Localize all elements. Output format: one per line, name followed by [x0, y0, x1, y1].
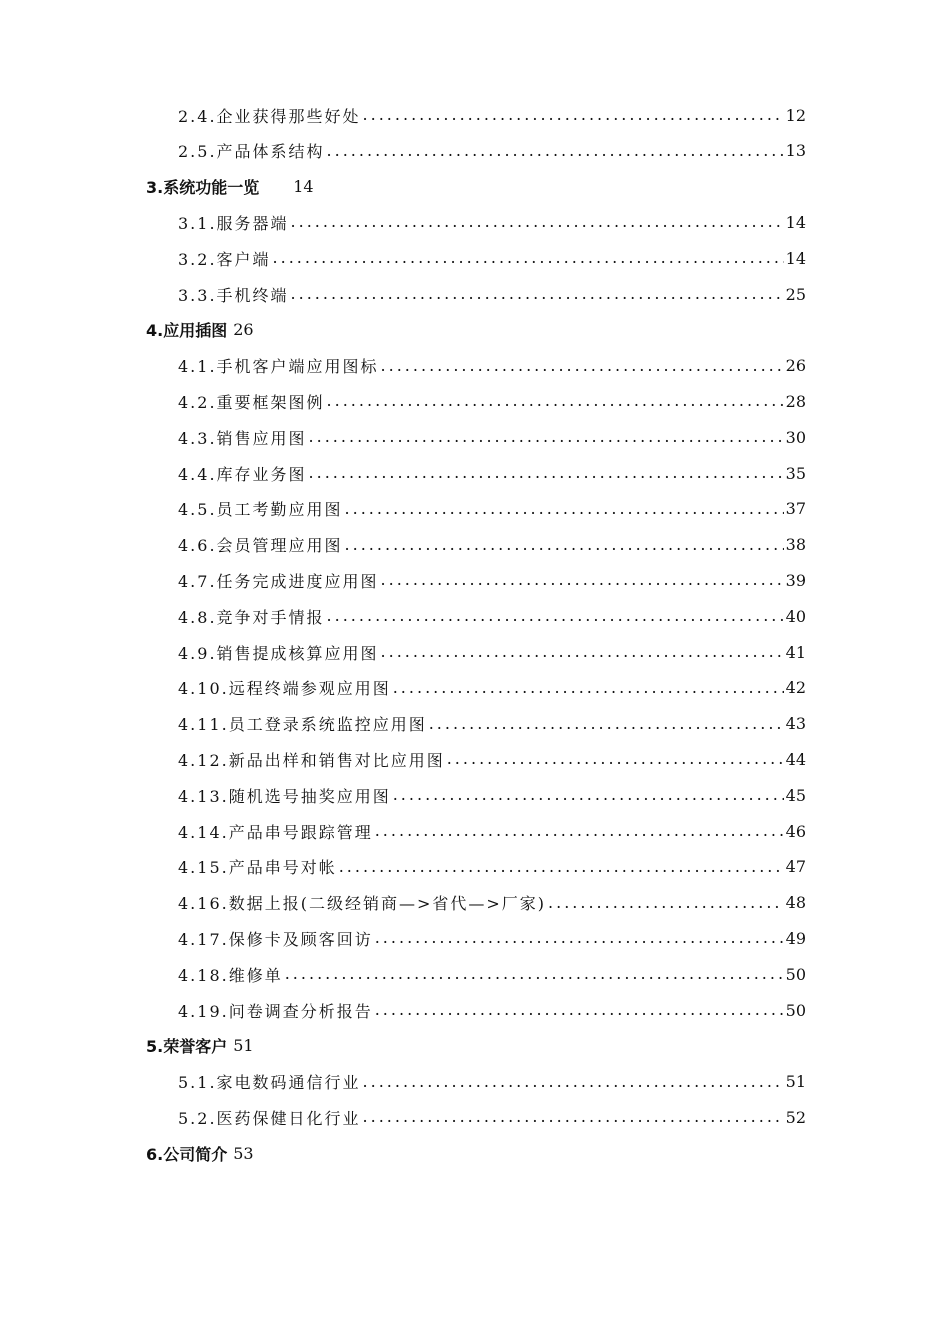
toc-page-number: 26 — [785, 356, 806, 376]
toc-dot-leader — [345, 494, 784, 524]
toc-dot-leader — [381, 637, 784, 667]
toc-dot-leader — [345, 530, 784, 560]
toc-page-number: 49 — [785, 928, 806, 948]
toc-entry-title: 2.5.产品体系结构 — [178, 142, 325, 162]
toc-section-entry[interactable] — [178, 601, 806, 631]
toc-entry-title: 4.14.产品串号跟踪管理 — [178, 822, 373, 842]
toc-dot-leader — [393, 780, 784, 810]
toc-page-number: 44 — [785, 749, 806, 769]
toc-page-number: 47 — [785, 857, 806, 877]
toc-entry-title: 4.19.问卷调查分析报告 — [178, 1001, 373, 1021]
toc-page-number: 41 — [785, 642, 806, 662]
toc-chapter-entry[interactable] — [146, 1031, 254, 1061]
toc-section-entry[interactable] — [178, 959, 806, 989]
toc-entry-title: 4.4.库存业务图 — [178, 464, 307, 484]
toc-section-entry[interactable] — [178, 458, 806, 488]
toc-dot-leader — [363, 1067, 784, 1097]
toc-chapter-entry[interactable] — [146, 1138, 254, 1168]
toc-entry-title: 4.5.员工考勤应用图 — [178, 500, 343, 520]
toc-entry-title: 4.3.销售应用图 — [178, 428, 307, 448]
toc-page-number: 13 — [785, 141, 806, 161]
toc-entry-title: 4.1.手机客户端应用图标 — [178, 357, 379, 377]
toc-chapter-entry[interactable] — [146, 315, 254, 345]
toc-section-entry[interactable] — [178, 888, 806, 918]
toc-section-entry[interactable] — [178, 673, 806, 703]
toc-dot-leader — [548, 888, 784, 918]
toc-section-entry[interactable] — [178, 530, 806, 560]
toc-dot-leader — [309, 458, 784, 488]
toc-page-number: 46 — [785, 821, 806, 841]
toc-section-entry[interactable] — [178, 279, 806, 309]
toc-entry-title: 5.荣誉客户 — [146, 1037, 228, 1057]
toc-dot-leader — [291, 279, 784, 309]
toc-dot-leader — [375, 816, 784, 846]
toc-page-number: 14 — [785, 248, 806, 268]
toc-dot-leader — [285, 959, 784, 989]
toc-page-number: 53 — [233, 1143, 254, 1163]
toc-entry-title: 4.13.随机选号抽奖应用图 — [178, 786, 391, 806]
toc-page-number: 39 — [785, 570, 806, 590]
toc-entry-title: 5.2.医药保健日化行业 — [178, 1108, 361, 1128]
toc-section-entry[interactable] — [178, 494, 806, 524]
toc-section-entry[interactable] — [178, 386, 806, 416]
toc-entry-title: 4.应用插图 — [146, 321, 228, 341]
toc-dot-leader — [363, 100, 784, 130]
toc-dot-leader — [309, 422, 784, 452]
toc-dot-leader — [273, 243, 784, 273]
toc-dot-leader — [375, 995, 784, 1025]
toc-page-number: 43 — [785, 714, 806, 734]
toc-dot-leader — [429, 709, 784, 739]
toc-page-number: 50 — [785, 964, 806, 984]
toc-page-number: 48 — [785, 893, 806, 913]
toc-dot-leader — [327, 386, 784, 416]
toc-section-entry[interactable] — [178, 744, 806, 774]
toc-entry-title: 4.18.维修单 — [178, 965, 283, 985]
toc-entry-title: 3.3.手机终端 — [178, 285, 289, 305]
toc-entry-title: 5.1.家电数码通信行业 — [178, 1073, 361, 1093]
toc-section-entry[interactable] — [178, 1067, 806, 1097]
toc-section-entry[interactable] — [178, 1102, 806, 1132]
toc-entry-title: 4.16.数据上报(二级经销商—>省代—>厂家) — [178, 894, 547, 914]
toc-entry-title: 4.17.保修卡及顾客回访 — [178, 929, 373, 949]
toc-entry-title: 3.1.服务器端 — [178, 213, 289, 233]
toc-page-number: 14 — [293, 177, 314, 197]
toc-entry-title: 4.9.销售提成核算应用图 — [178, 643, 379, 663]
toc-page-number: 38 — [785, 535, 806, 555]
toc-section-entry[interactable] — [178, 995, 806, 1025]
toc-page-number: 26 — [233, 320, 254, 340]
toc-page-number: 35 — [785, 463, 806, 483]
toc-page-number: 45 — [785, 785, 806, 805]
toc-page-number: 51 — [785, 1072, 806, 1092]
toc-page-number: 42 — [785, 678, 806, 698]
toc-dot-leader — [339, 852, 784, 882]
toc-section-entry[interactable] — [178, 923, 806, 953]
toc-dot-leader — [381, 565, 784, 595]
toc-dot-leader — [381, 351, 784, 381]
toc-section-entry[interactable] — [178, 852, 806, 882]
toc-section-entry[interactable] — [178, 351, 806, 381]
toc-dot-leader — [327, 136, 784, 166]
toc-entry-title: 4.6.会员管理应用图 — [178, 536, 343, 556]
toc-page-number: 25 — [785, 284, 806, 304]
toc-section-entry[interactable] — [178, 243, 806, 273]
toc-dot-leader — [393, 673, 784, 703]
toc-entry-title: 4.2.重要框架图例 — [178, 392, 325, 412]
toc-page-number: 12 — [785, 105, 806, 125]
toc-entry-title: 4.12.新品出样和销售对比应用图 — [178, 750, 445, 770]
toc-section-entry[interactable] — [178, 565, 806, 595]
toc-page-number: 40 — [785, 606, 806, 626]
toc-chapter-entry[interactable] — [146, 172, 314, 202]
toc-section-entry[interactable] — [178, 780, 806, 810]
toc-entry-title: 2.4.企业获得那些好处 — [178, 106, 361, 126]
toc-section-entry[interactable] — [178, 637, 806, 667]
toc-entry-title: 4.15.产品串号对帐 — [178, 858, 337, 878]
toc-dot-leader — [291, 207, 784, 237]
toc-entry-title: 4.10.远程终端参观应用图 — [178, 679, 391, 699]
toc-page-number: 30 — [785, 427, 806, 447]
toc-section-entry[interactable] — [178, 207, 806, 237]
toc-entry-title: 3.2.客户端 — [178, 249, 271, 269]
toc-page-number: 37 — [785, 499, 806, 519]
toc-dot-leader — [447, 744, 784, 774]
toc-entry-title: 4.7.任务完成进度应用图 — [178, 571, 379, 591]
toc-section-entry[interactable] — [178, 709, 806, 739]
toc-section-entry[interactable] — [178, 100, 806, 130]
toc-page-number: 50 — [785, 1000, 806, 1020]
toc-entry-title: 4.11.员工登录系统监控应用图 — [178, 715, 427, 735]
toc-section-entry[interactable] — [178, 136, 806, 166]
toc-dot-leader — [363, 1102, 784, 1132]
toc-page-number: 52 — [785, 1107, 806, 1127]
toc-page-number: 51 — [233, 1036, 254, 1056]
toc-page-number: 14 — [785, 212, 806, 232]
toc-entry-title: 3.系统功能一览 — [146, 178, 260, 198]
toc-section-entry[interactable] — [178, 422, 806, 452]
toc-page-number: 28 — [785, 391, 806, 411]
toc-entry-title: 6.公司简介 — [146, 1144, 228, 1164]
toc-dot-leader — [375, 923, 784, 953]
toc-entry-title: 4.8.竞争对手情报 — [178, 607, 325, 627]
toc-dot-leader — [327, 601, 784, 631]
toc-section-entry[interactable] — [178, 816, 806, 846]
